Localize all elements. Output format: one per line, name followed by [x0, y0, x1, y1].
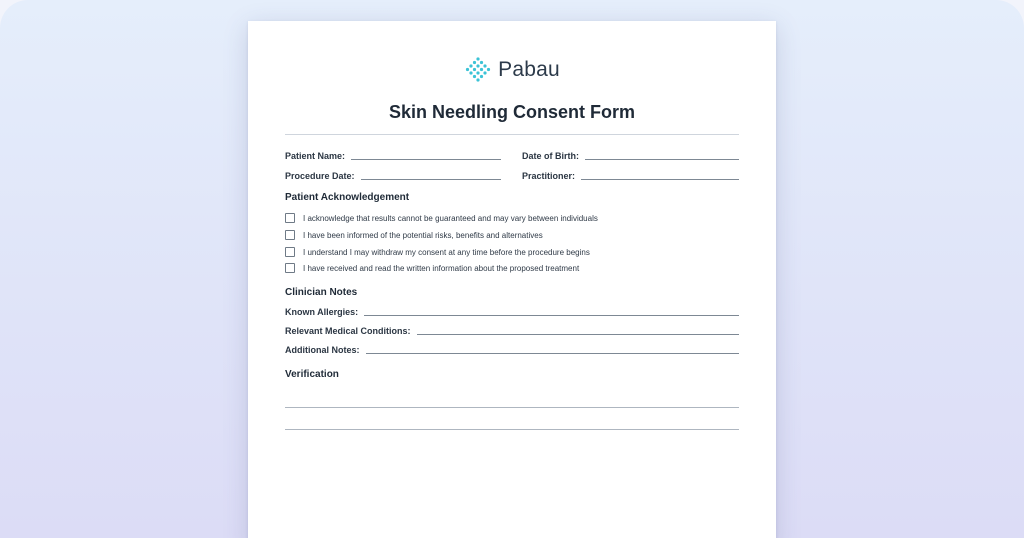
procedure-date-input-line[interactable]: [361, 179, 501, 180]
additional-notes-input-line[interactable]: [366, 353, 740, 354]
acknowledgement-title: Patient Acknowledgement: [285, 192, 410, 203]
known-allergies-field[interactable]: [285, 307, 739, 317]
date-of-birth-input-line[interactable]: [585, 159, 739, 160]
practitioner-label: Practitioner:: [522, 171, 576, 181]
additional-notes-label: Additional Notes:: [285, 345, 360, 355]
medical-conditions-input-line[interactable]: [417, 334, 739, 335]
verification-date-line[interactable]: [285, 429, 739, 430]
medical-conditions-field[interactable]: [285, 326, 739, 336]
procedure-date-label: Procedure Date:: [285, 171, 355, 181]
acknowledgement-item-label: I acknowledge that results cannot be guaranteed and may vary between individuals: [303, 213, 598, 223]
practitioner-input-line[interactable]: [581, 179, 739, 180]
verification-signature-line[interactable]: [285, 407, 739, 408]
practitioner-field[interactable]: [522, 171, 739, 181]
known-allergies-label: Known Allergies:: [285, 307, 359, 317]
acknowledgement-item[interactable]: [285, 247, 590, 257]
consent-form-document: [248, 21, 776, 538]
brand-header: [248, 55, 776, 85]
acknowledgement-checkbox[interactable]: [285, 247, 295, 257]
acknowledgement-item-label: I have received and read the written information about the proposed treatment: [303, 263, 580, 273]
acknowledgement-checkbox[interactable]: [285, 230, 295, 240]
title-divider: [285, 134, 739, 135]
diamond-dots-logo-icon: [464, 56, 492, 84]
acknowledgement-item[interactable]: [285, 230, 543, 240]
date-of-birth-field[interactable]: [522, 151, 739, 161]
brand-name: Pabau: [498, 58, 560, 81]
patient-name-input-line[interactable]: [351, 159, 501, 160]
procedure-date-field[interactable]: [285, 171, 501, 181]
date-of-birth-label: Date of Birth:: [522, 151, 579, 161]
acknowledgement-item[interactable]: [285, 263, 579, 273]
acknowledgement-item-label: I understand I may withdraw my consent at any time before the procedure begins: [303, 247, 590, 257]
medical-conditions-label: Relevant Medical Conditions:: [285, 326, 411, 336]
patient-name-field[interactable]: [285, 151, 501, 161]
acknowledgement-checkbox[interactable]: [285, 213, 295, 223]
form-title: Skin Needling Consent Form: [388, 102, 636, 122]
clinician-notes-title: Clinician Notes: [285, 287, 358, 298]
patient-name-label: Patient Name:: [285, 151, 346, 161]
verification-title: Verification: [285, 369, 339, 380]
acknowledgement-checkbox[interactable]: [285, 263, 295, 273]
additional-notes-field[interactable]: [285, 345, 739, 355]
acknowledgement-item[interactable]: [285, 213, 598, 223]
known-allergies-input-line[interactable]: [364, 315, 739, 316]
acknowledgement-item-label: I have been informed of the potential risks, benefits and alternatives: [303, 230, 543, 240]
